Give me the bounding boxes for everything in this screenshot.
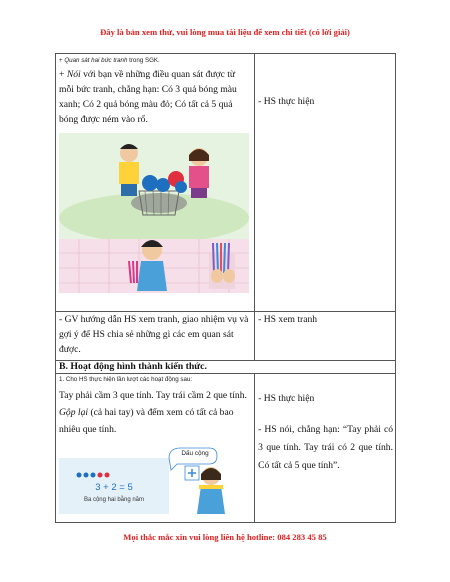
activity-response-cell bbox=[255, 374, 396, 523]
addition-caption: Ba cộng hai bằng năm bbox=[83, 497, 145, 503]
addition-equation: 3 + 2 = 5 bbox=[95, 482, 133, 493]
observe-cell bbox=[56, 54, 255, 312]
table-row bbox=[56, 361, 396, 374]
activity-cell bbox=[56, 374, 255, 523]
table-row bbox=[56, 374, 396, 523]
lesson-table bbox=[55, 53, 396, 523]
observe-paragraph-italic: Nói bbox=[66, 69, 81, 80]
observe-response-cell bbox=[255, 54, 396, 312]
plus-sign-bubble: Dấu cộng bbox=[181, 450, 209, 457]
children-throwing-balls-illustration bbox=[59, 133, 249, 293]
section-b-heading: B. Hoạt động hình thành kiến thức. bbox=[59, 361, 207, 372]
guide-response-cell bbox=[255, 312, 396, 361]
activity-paragraph: Tay phải cầm 3 que tính. Tay trái cầm 2 que tính. Gộp lại (cả hai tay) và đếm xem có tất cả bao nhiêu que tính. bbox=[59, 390, 247, 435]
activity-response-2: - HS nói, chẳng hạn: “Tay phải có 3 que tính. Tay trái có 2 que tính. Có tất cả 5 que tính”. bbox=[258, 424, 393, 471]
activity-paragraph-italic: Gộp lại bbox=[59, 407, 89, 418]
activity-note: 1. Cho HS thực hiện lần lượt các hoạt động sau: bbox=[59, 376, 193, 383]
guide-text: - GV hướng dẫn HS xem tranh, giao nhiệm vụ và gợi ý để HS chia sẻ những gì các em quan sát được. bbox=[59, 314, 249, 355]
observe-note: + Quan sát hai bức tranh trong SGK. bbox=[59, 57, 160, 64]
hotline-banner: Mọi thắc mắc xin vui lòng liên hệ hotline: 084 283 45 85 bbox=[123, 532, 327, 542]
table-row bbox=[56, 54, 396, 312]
observe-paragraph: + Nói với bạn về những điều quan sát được từ mỗi bức tranh, chẳng hạn: Có 3 quả bóng màu xanh; Có 2 quả bóng màu đỏ; Có tất cả 5 quả bóng được ném vào rổ. bbox=[59, 69, 237, 125]
observe-response: - HS thực hiện bbox=[258, 96, 315, 107]
observe-illustration bbox=[59, 133, 254, 293]
preview-banner: Đây là bản xem thử, vui lòng mua tài liệu để xem chi tiết (có lời giải) bbox=[100, 27, 350, 37]
guide-response: - HS xem tranh bbox=[258, 314, 318, 325]
table-row bbox=[56, 312, 396, 361]
section-b-cell bbox=[56, 361, 396, 374]
activity-response-1: - HS thực hiện bbox=[258, 393, 315, 404]
guide-cell bbox=[56, 312, 255, 361]
observe-note-italic: Quan sát hai bức tranh bbox=[64, 57, 128, 64]
addition-illustration bbox=[59, 444, 249, 514]
